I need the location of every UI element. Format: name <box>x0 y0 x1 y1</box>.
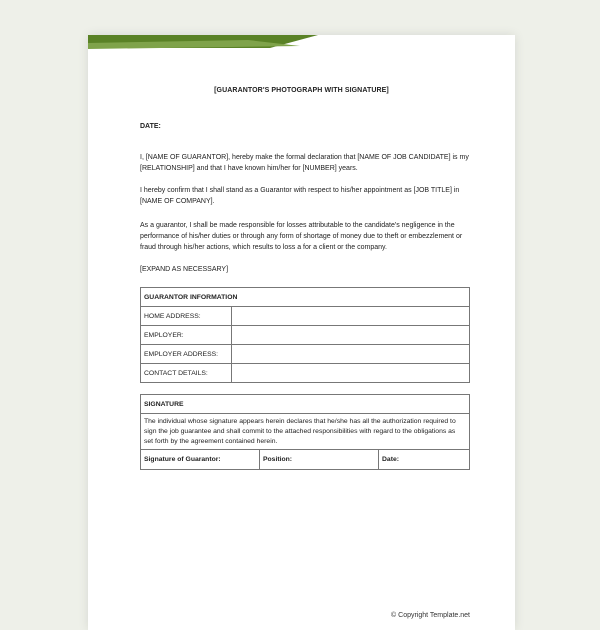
employer-address-label: EMPLOYER ADDRESS: <box>141 345 232 364</box>
date-field[interactable]: Date: <box>379 450 470 470</box>
table-row <box>141 345 470 364</box>
guarantor-info-table <box>140 287 470 383</box>
confirmation-paragraph: I hereby confirm that I shall stand as a Guarantor with respect to his/her appointment as [JOB TITLE] in [NAME OF COMPANY]. <box>140 187 460 206</box>
contact-details-label: CONTACT DETAILS: <box>141 364 232 383</box>
signature-of-guarantor-field[interactable]: Signature of Guarantor: <box>141 450 260 470</box>
responsibility-paragraph: As a guarantor, I shall be made responsible for losses attributable to the candidate's negligence in the performance of his/her duties or through any form of shortage of money due to theft or embezzlement or fraud through his/her actions, which results to loss a for a client or the company. <box>140 222 463 252</box>
table-row <box>141 326 470 345</box>
contact-details-field[interactable] <box>232 364 470 383</box>
signature-table <box>140 394 470 470</box>
green-banner-decoration <box>88 35 318 55</box>
home-address-label: HOME ADDRESS: <box>141 307 232 326</box>
employer-field[interactable] <box>232 326 470 345</box>
signature-declaration-text: The individual whose signature appears herein declares that he/she has all the authorization required to sign the job guarantee and shall commit to the attached responsibilities with regard to the obligations as set forth by the agreement contained herein. <box>141 414 470 450</box>
copyright-notice: © Copyright Template.net <box>391 612 470 619</box>
expand-note: [EXPAND AS NECESSARY] <box>140 266 229 273</box>
document-title: [GUARANTOR'S PHOTOGRAPH WITH SIGNATURE] <box>214 87 389 94</box>
table-row <box>141 307 470 326</box>
employer-address-field[interactable] <box>232 345 470 364</box>
table-row <box>141 364 470 383</box>
guarantor-info-heading: GUARANTOR INFORMATION <box>141 288 470 307</box>
document-page <box>88 35 515 630</box>
employer-label: EMPLOYER: <box>141 326 232 345</box>
date-label: DATE: <box>140 123 161 130</box>
declaration-paragraph: I, [NAME OF GUARANTOR], hereby make the formal declaration that [NAME OF JOB CANDIDATE] is my [RELATIONSHIP] and that I have known him/her for [NUMBER] years. <box>140 154 469 173</box>
signature-heading: SIGNATURE <box>141 395 470 414</box>
position-field[interactable]: Position: <box>260 450 379 470</box>
home-address-field[interactable] <box>232 307 470 326</box>
